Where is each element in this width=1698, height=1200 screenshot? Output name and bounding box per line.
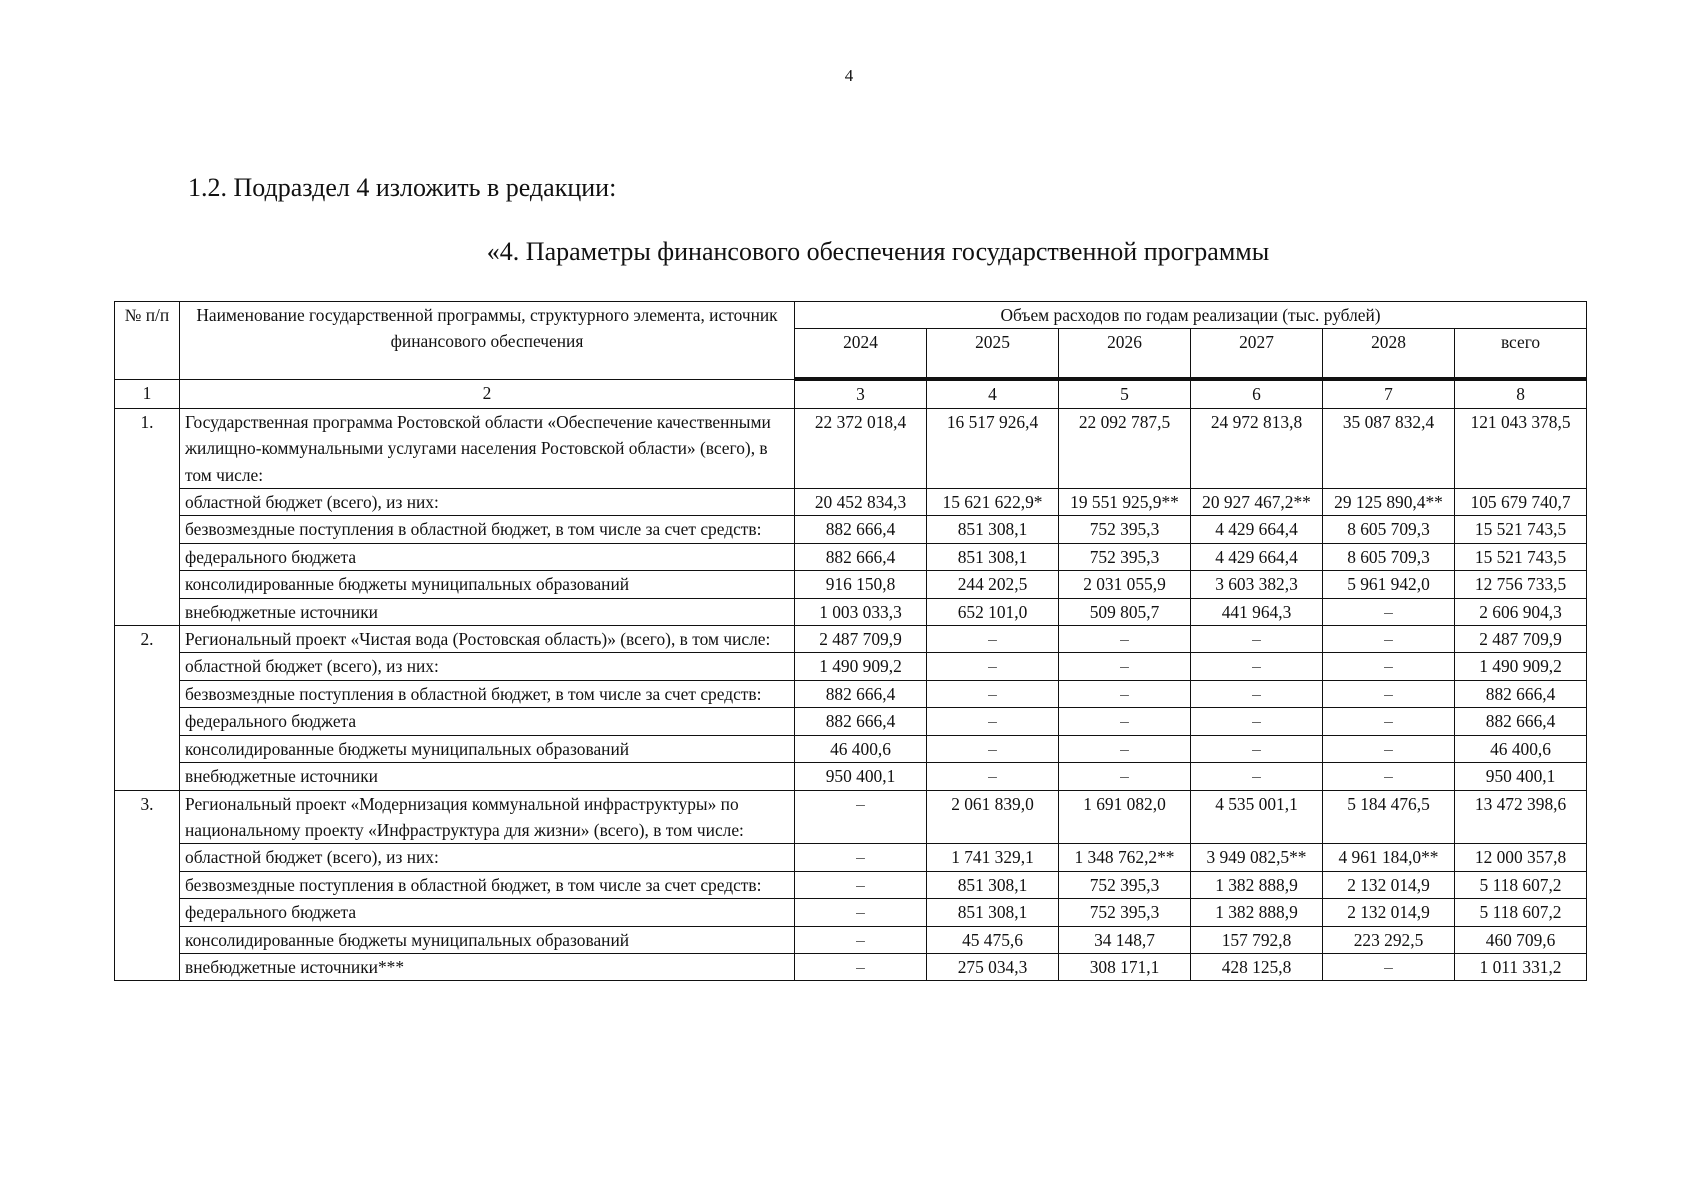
value-cell: – <box>795 790 927 844</box>
value-cell: 22 372 018,4 <box>795 408 927 488</box>
value-cell-total: 15 521 743,5 <box>1455 516 1587 543</box>
value-cell: 5 961 942,0 <box>1323 571 1455 598</box>
value-cell: 15 621 622,9* <box>927 489 1059 516</box>
value-cell: 244 202,5 <box>927 571 1059 598</box>
header-name-col: Наименование государственной программы, структурного элемента, источник финансового обеспечения <box>180 302 795 380</box>
value-cell: 1 382 888,9 <box>1191 871 1323 898</box>
value-cell-total: 950 400,1 <box>1455 763 1587 790</box>
table-row <box>115 871 1587 898</box>
value-cell: – <box>1323 735 1455 762</box>
group-title-row <box>115 408 1587 488</box>
value-cell: 752 395,3 <box>1059 899 1191 926</box>
value-cell-total: 105 679 740,7 <box>1455 489 1587 516</box>
value-cell: 652 101,0 <box>927 598 1059 625</box>
value-cell: – <box>1059 708 1191 735</box>
value-cell: 1 490 909,2 <box>795 653 927 680</box>
value-cell: 8 605 709,3 <box>1323 543 1455 570</box>
row-name: областной бюджет (всего), из них: <box>180 844 795 871</box>
value-cell: 916 150,8 <box>795 571 927 598</box>
table-row <box>115 926 1587 953</box>
header-total: всего <box>1455 329 1587 380</box>
column-number: 8 <box>1455 379 1587 408</box>
value-cell: 2 132 014,9 <box>1323 899 1455 926</box>
value-cell-total: 13 472 398,6 <box>1455 790 1587 844</box>
row-number: 2. <box>115 626 180 790</box>
value-cell: 1 382 888,9 <box>1191 899 1323 926</box>
row-name: внебюджетные источники <box>180 763 795 790</box>
value-cell-total: 5 118 607,2 <box>1455 899 1587 926</box>
value-cell-total: 1 011 331,2 <box>1455 953 1587 980</box>
table-row <box>115 844 1587 871</box>
value-cell: 29 125 890,4** <box>1323 489 1455 516</box>
row-name: областной бюджет (всего), из них: <box>180 653 795 680</box>
row-name: внебюджетные источники <box>180 598 795 625</box>
value-cell: 4 961 184,0** <box>1323 844 1455 871</box>
row-name: консолидированные бюджеты муниципальных образований <box>180 926 795 953</box>
value-cell: 752 395,3 <box>1059 871 1191 898</box>
value-cell: 752 395,3 <box>1059 543 1191 570</box>
value-cell: 34 148,7 <box>1059 926 1191 953</box>
value-cell: 882 666,4 <box>795 708 927 735</box>
value-cell: – <box>795 871 927 898</box>
row-name: федерального бюджета <box>180 543 795 570</box>
value-cell: 851 308,1 <box>927 899 1059 926</box>
value-cell: 275 034,3 <box>927 953 1059 980</box>
row-name: областной бюджет (всего), из них: <box>180 489 795 516</box>
value-cell: 1 741 329,1 <box>927 844 1059 871</box>
value-cell: 4 535 001,1 <box>1191 790 1323 844</box>
row-name: безвозмездные поступления в областной бюджет, в том числе за счет средств: <box>180 516 795 543</box>
value-cell: 441 964,3 <box>1191 598 1323 625</box>
value-cell: 22 092 787,5 <box>1059 408 1191 488</box>
row-number: 1. <box>115 408 180 625</box>
value-cell: 882 666,4 <box>795 516 927 543</box>
value-cell: 882 666,4 <box>795 680 927 707</box>
value-cell: 3 949 082,5** <box>1191 844 1323 871</box>
table-row <box>115 735 1587 762</box>
value-cell: – <box>1059 680 1191 707</box>
header-row <box>115 302 1587 329</box>
value-cell: – <box>927 626 1059 653</box>
financing-table <box>114 301 1587 981</box>
value-cell: – <box>927 763 1059 790</box>
value-cell: 4 429 664,4 <box>1191 543 1323 570</box>
value-cell: 851 308,1 <box>927 871 1059 898</box>
table-row <box>115 680 1587 707</box>
row-number: 3. <box>115 790 180 981</box>
value-cell: – <box>795 926 927 953</box>
column-number: 3 <box>795 379 927 408</box>
value-cell: – <box>1191 680 1323 707</box>
value-cell: 851 308,1 <box>927 543 1059 570</box>
group-title-row <box>115 790 1587 844</box>
column-number: 4 <box>927 379 1059 408</box>
section-heading: 1.2. Подраздел 4 изложить в редакции: <box>188 173 617 202</box>
value-cell: 46 400,6 <box>795 735 927 762</box>
value-cell: 16 517 926,4 <box>927 408 1059 488</box>
group-title-row <box>115 626 1587 653</box>
value-cell: 1 348 762,2** <box>1059 844 1191 871</box>
page-number: 4 <box>844 66 854 85</box>
value-cell: 20 927 467,2** <box>1191 489 1323 516</box>
value-cell-total: 12 756 733,5 <box>1455 571 1587 598</box>
row-name: федерального бюджета <box>180 708 795 735</box>
value-cell: 45 475,6 <box>927 926 1059 953</box>
value-cell: 308 171,1 <box>1059 953 1191 980</box>
column-number: 6 <box>1191 379 1323 408</box>
value-cell: – <box>1323 626 1455 653</box>
value-cell: 509 805,7 <box>1059 598 1191 625</box>
table-row <box>115 571 1587 598</box>
header-num-col: № п/п <box>115 302 180 380</box>
value-cell: – <box>927 653 1059 680</box>
row-name: внебюджетные источники*** <box>180 953 795 980</box>
header-year: 2027 <box>1191 329 1323 380</box>
value-cell-total: 46 400,6 <box>1455 735 1587 762</box>
table-row <box>115 899 1587 926</box>
value-cell: 4 429 664,4 <box>1191 516 1323 543</box>
value-cell: 157 792,8 <box>1191 926 1323 953</box>
value-cell: – <box>1191 653 1323 680</box>
value-cell: 1 691 082,0 <box>1059 790 1191 844</box>
header-expenses-group: Объем расходов по годам реализации (тыс. рублей) <box>795 302 1587 329</box>
value-cell: – <box>795 899 927 926</box>
table-row <box>115 653 1587 680</box>
value-cell: – <box>1191 626 1323 653</box>
column-number: 2 <box>180 379 795 408</box>
row-name: консолидированные бюджеты муниципальных образований <box>180 735 795 762</box>
value-cell-total: 5 118 607,2 <box>1455 871 1587 898</box>
value-cell-total: 882 666,4 <box>1455 708 1587 735</box>
value-cell-total: 882 666,4 <box>1455 680 1587 707</box>
value-cell: – <box>1323 953 1455 980</box>
value-cell: 1 003 033,3 <box>795 598 927 625</box>
value-cell: 851 308,1 <box>927 516 1059 543</box>
value-cell: – <box>1323 653 1455 680</box>
value-cell: 2 061 839,0 <box>927 790 1059 844</box>
row-name: безвозмездные поступления в областной бюджет, в том числе за счет средств: <box>180 680 795 707</box>
value-cell: 20 452 834,3 <box>795 489 927 516</box>
header-year: 2025 <box>927 329 1059 380</box>
table-row <box>115 516 1587 543</box>
value-cell: – <box>1323 708 1455 735</box>
value-cell: 24 972 813,8 <box>1191 408 1323 488</box>
value-cell: – <box>1059 626 1191 653</box>
value-cell-total: 2 487 709,9 <box>1455 626 1587 653</box>
value-cell: 5 184 476,5 <box>1323 790 1455 844</box>
value-cell: – <box>1059 763 1191 790</box>
value-cell: – <box>927 708 1059 735</box>
table-row <box>115 763 1587 790</box>
value-cell: – <box>1323 598 1455 625</box>
value-cell: 2 132 014,9 <box>1323 871 1455 898</box>
header-year: 2024 <box>795 329 927 380</box>
value-cell: 882 666,4 <box>795 543 927 570</box>
value-cell: 428 125,8 <box>1191 953 1323 980</box>
table-row <box>115 598 1587 625</box>
table-row <box>115 543 1587 570</box>
header-year: 2028 <box>1323 329 1455 380</box>
row-name: Государственная программа Ростовской области «Обеспечение качественными жилищно-коммунальными услугами населения Ростовской области» (всего), в том числе: <box>180 408 795 488</box>
table-row <box>115 953 1587 980</box>
value-cell: – <box>927 680 1059 707</box>
value-cell: – <box>795 844 927 871</box>
row-name: консолидированные бюджеты муниципальных образований <box>180 571 795 598</box>
value-cell: 2 487 709,9 <box>795 626 927 653</box>
row-name: безвозмездные поступления в областной бюджет, в том числе за счет средств: <box>180 871 795 898</box>
value-cell-total: 12 000 357,8 <box>1455 844 1587 871</box>
value-cell: – <box>795 953 927 980</box>
row-name: Региональный проект «Модернизация коммунальной инфраструктуры» по национальному проекту «Инфраструктура для жизни» (всего), в том числе: <box>180 790 795 844</box>
value-cell: – <box>1191 735 1323 762</box>
value-cell: – <box>1323 763 1455 790</box>
value-cell: – <box>1059 653 1191 680</box>
value-cell-total: 15 521 743,5 <box>1455 543 1587 570</box>
value-cell-total: 1 490 909,2 <box>1455 653 1587 680</box>
value-cell: 752 395,3 <box>1059 516 1191 543</box>
value-cell: 3 603 382,3 <box>1191 571 1323 598</box>
value-cell: 2 031 055,9 <box>1059 571 1191 598</box>
header-year: 2026 <box>1059 329 1191 380</box>
value-cell-total: 121 043 378,5 <box>1455 408 1587 488</box>
value-cell-total: 2 606 904,3 <box>1455 598 1587 625</box>
row-name: Региональный проект «Чистая вода (Ростовская область)» (всего), в том числе: <box>180 626 795 653</box>
value-cell: – <box>1323 680 1455 707</box>
row-name: федерального бюджета <box>180 899 795 926</box>
value-cell: 223 292,5 <box>1323 926 1455 953</box>
column-number: 5 <box>1059 379 1191 408</box>
table-row <box>115 489 1587 516</box>
column-number-row <box>115 379 1587 408</box>
table-title: «4. Параметры финансового обеспечения государственной программы <box>486 237 1270 266</box>
value-cell: 950 400,1 <box>795 763 927 790</box>
value-cell: 8 605 709,3 <box>1323 516 1455 543</box>
value-cell: – <box>1059 735 1191 762</box>
column-number: 1 <box>115 379 180 408</box>
table-row <box>115 708 1587 735</box>
value-cell: – <box>1191 763 1323 790</box>
value-cell-total: 460 709,6 <box>1455 926 1587 953</box>
value-cell: – <box>927 735 1059 762</box>
value-cell: 19 551 925,9** <box>1059 489 1191 516</box>
column-number: 7 <box>1323 379 1455 408</box>
value-cell: 35 087 832,4 <box>1323 408 1455 488</box>
value-cell: – <box>1191 708 1323 735</box>
